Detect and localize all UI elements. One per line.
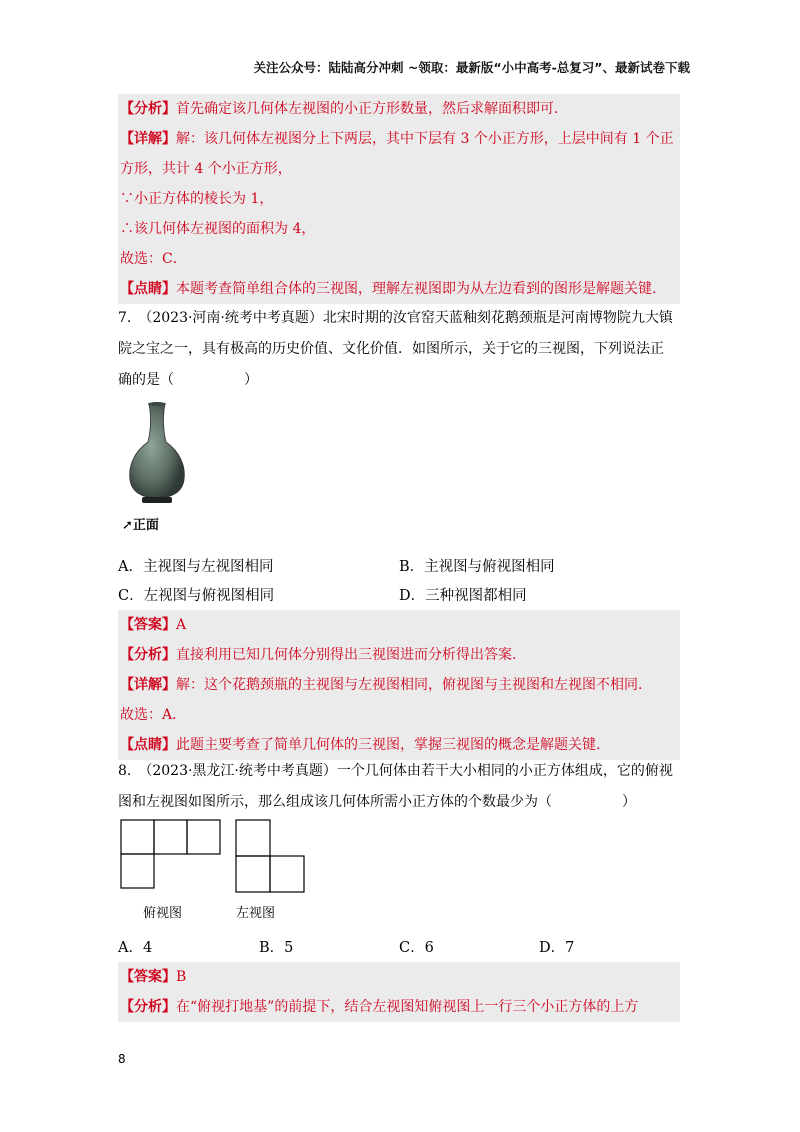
top-view-figure	[120, 819, 224, 891]
q8-option-b[interactable]: B．5	[259, 940, 294, 956]
q8-solution-block	[118, 962, 680, 1022]
left-view-label: 左视图	[236, 906, 276, 921]
vase-front-label: ➚正面	[122, 518, 159, 533]
q7-comment-line: 【点睛】此题主要考查了简单几何体的三视图，掌握三视图的概念是解题关键.	[120, 737, 601, 753]
q8-option-a[interactable]: A．4	[118, 940, 153, 956]
q6-detail-line-2: 方形，共计 4 个小正方形，	[120, 161, 292, 177]
q8-analysis-line: 【分析】在“俯视打地基”的前提下，结合左视图知俯视图上一行三个小正方体的上方	[120, 999, 639, 1015]
left-view-figure	[235, 819, 307, 895]
q6-analysis-line: 【分析】首先确定该几何体左视图的小正方形数量，然后求解面积即可.	[120, 101, 559, 117]
page-number: 8	[118, 1052, 126, 1066]
q8-answer-line: 【答案】B	[120, 969, 187, 985]
page-header: 关注公众号：陆陆高分冲刺 ~领取：最新版“小中高考-总复习”、最新试卷下载	[253, 60, 690, 75]
q7-choice-line: 故选：A．	[120, 707, 187, 723]
q7-option-c[interactable]: C．左视图与俯视图相同	[118, 588, 275, 604]
q6-therefore-line: ∴该几何体左视图的面积为 4，	[120, 221, 316, 237]
q8-option-d[interactable]: D．7	[539, 940, 575, 956]
q6-because-line: ∵小正方体的棱长为 1，	[120, 191, 274, 207]
q7-option-b[interactable]: B．主视图与俯视图相同	[399, 559, 555, 575]
vase-figure	[122, 400, 192, 510]
q6-choice-line: 故选：C．	[120, 251, 187, 267]
q7-option-d[interactable]: D．三种视图都相同	[399, 588, 527, 604]
q6-comment-line: 【点睛】本题考查简单组合体的三视图，理解左视图即为从左边看到的图形是解题关键.	[120, 281, 657, 297]
q7-solution-block	[118, 610, 680, 760]
q7-detail-line: 【详解】解：这个花鹅颈瓶的主视图与左视图相同，俯视图与主视图和左视图不相同.	[120, 677, 643, 693]
q7-answer-line: 【答案】A	[120, 617, 187, 633]
q7-analysis-line: 【分析】直接利用已知几何体分别得出三视图进而分析得出答案.	[120, 647, 517, 663]
q7-question: 7. （2023·河南·统考中考真题）北宋时期的汝官窑天蓝釉刻花鹅颈瓶是河南博物院九大镇 院之宝之一，具有极高的历史价值、文化价值．如图所示，关于它的三视图，下列说法正 确的是（ ）	[118, 310, 673, 388]
q8-question: 8. （2023·黑龙江·统考中考真题）一个几何体由若干大小相同的小正方体组成，它的俯视 图和左视图如图所示，那么组成该几何体所需小正方体的个数最少为（ ）	[118, 763, 673, 810]
q8-option-c[interactable]: C．6	[399, 940, 434, 956]
top-view-label: 俯视图	[143, 906, 183, 921]
q6-solution-block	[118, 94, 680, 304]
q6-detail-line: 【详解】解：该几何体左视图分上下两层，其中下层有 3 个小正方形，上层中间有 1 个正	[120, 131, 674, 147]
q7-option-a[interactable]: A．主视图与左视图相同	[118, 559, 274, 575]
arrow-up-icon: ➚	[122, 518, 133, 533]
